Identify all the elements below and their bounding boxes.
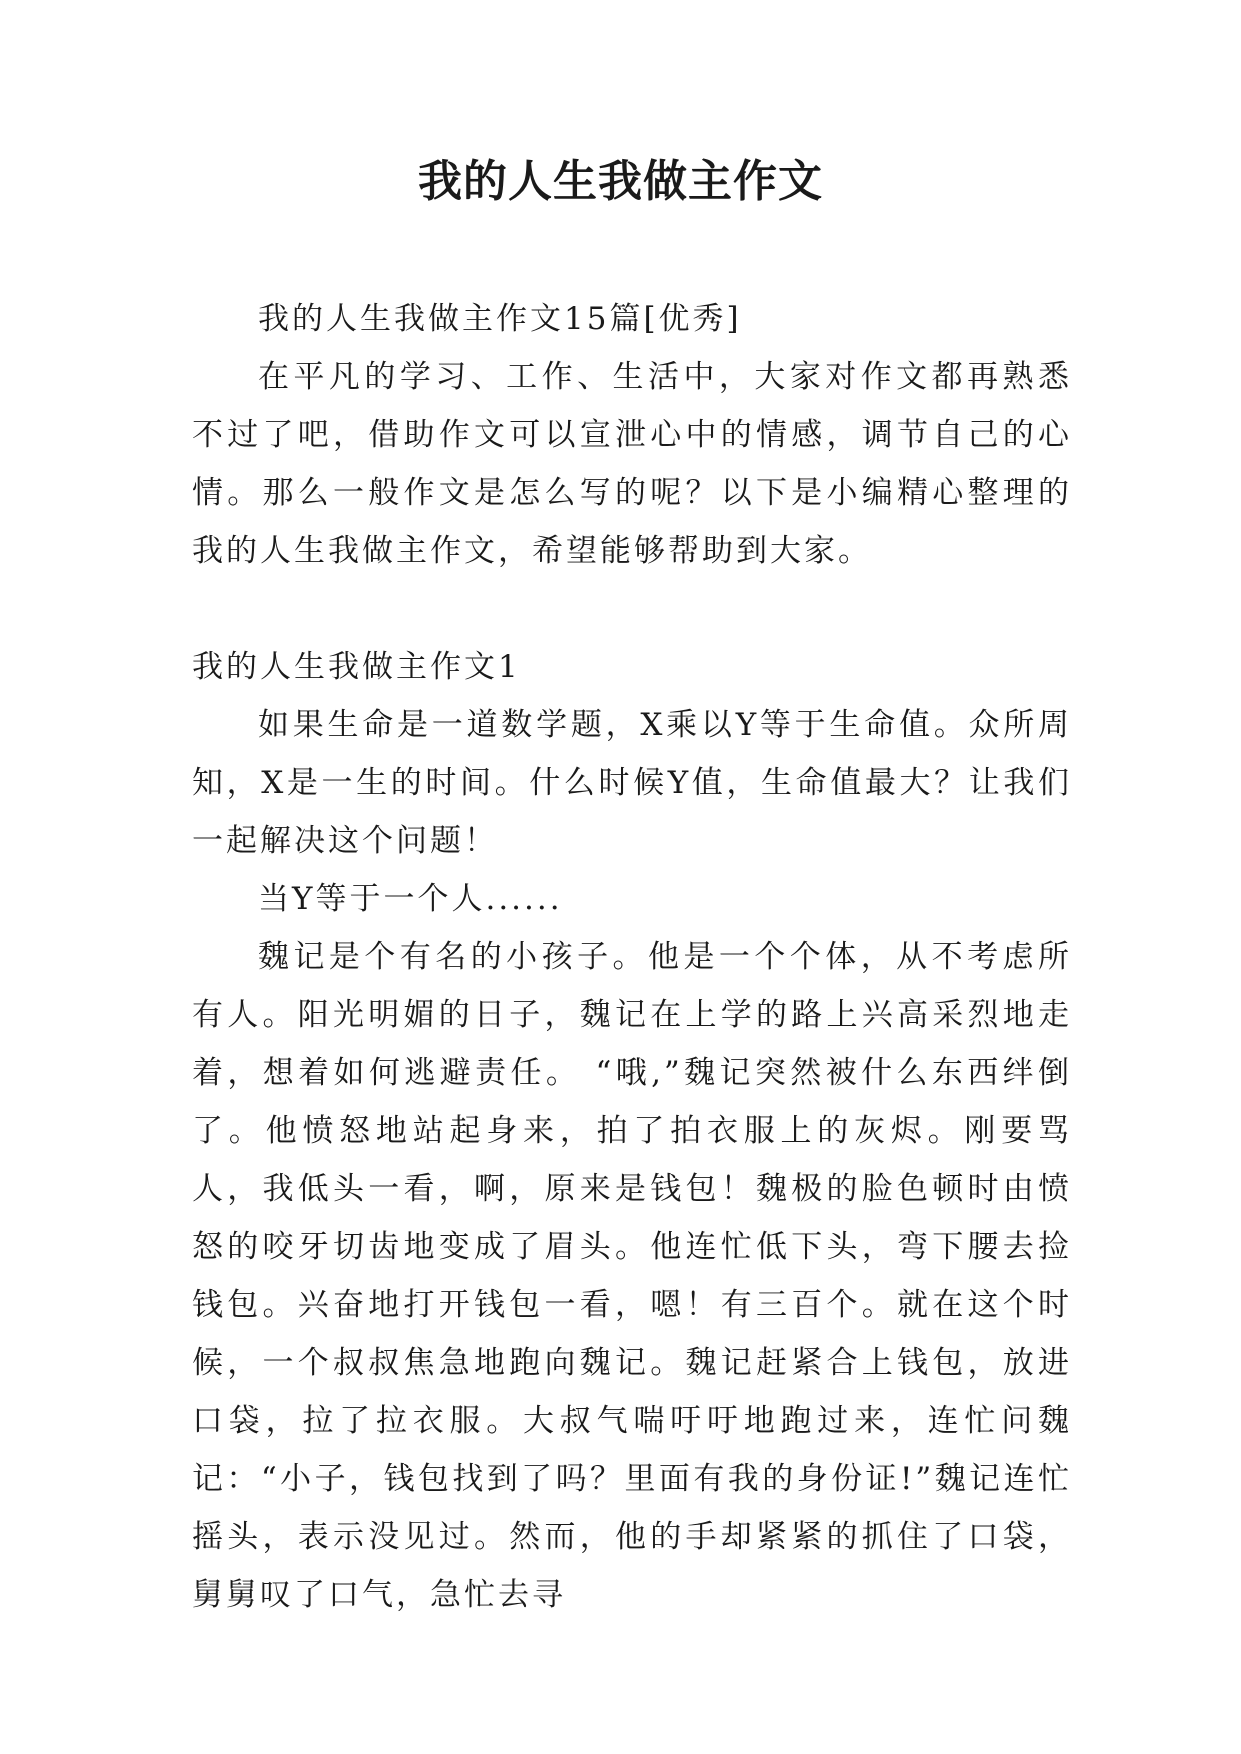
document-title: 我的人生我做主作文: [418, 156, 823, 207]
section-heading: 我的人生我做主作文1: [192, 649, 521, 685]
body-paragraph-2: 当Y等于一个人......: [258, 881, 563, 917]
paragraph-gap: [192, 580, 1072, 638]
intro-title: 我的人生我做主作文15篇[优秀]: [258, 301, 742, 337]
body-paragraph-3: 魏记是个有名的小孩子。他是一个个体，从不考虑所有人。阳光明媚的日子，魏记在上学的路上兴高采烈地走着，想着如何逃避责任。 “哦,”魏记突然被什么东西绊倒了。他愤怒地站起身来，拍了拍衣服上的灰烬。刚要骂人，我低头一看，啊，原来是钱包！魏极的脸色顿时由愤怒的咬牙切齿地变成了眉头。他连忙低下头，弯下腰去捡钱包。兴奋地打开钱包一看，嗯！有三百个。就在这个时候，一个叔叔焦急地跑向魏记。魏记赶紧合上钱包，放进口袋，拉了拉衣服。大叔气喘吁吁地跑过来，连忙问魏记：“小子，钱包找到了吗？里面有我的身份证!”魏记连忙摇头，表示没见过。然而，他的手却紧紧的抓住了口袋，舅舅叹了口气，急忙去寻: [192, 939, 1072, 1613]
body-paragraph-1: 如果生命是一道数学题，X乘以Y等于生命值。众所周知，X是一生的时间。什么时候Y值，生命值最大？让我们一起解决这个问题！: [192, 707, 1072, 859]
intro-paragraph: 在平凡的学习、工作、生活中，大家对作文都再熟悉不过了吧，借助作文可以宣泄心中的情感，调节自己的心情。那么一般作文是怎么写的呢？以下是小编精心整理的我的人生我做主作文，希望能够帮助到大家。: [192, 359, 1072, 569]
document-body: [192, 290, 1072, 1624]
